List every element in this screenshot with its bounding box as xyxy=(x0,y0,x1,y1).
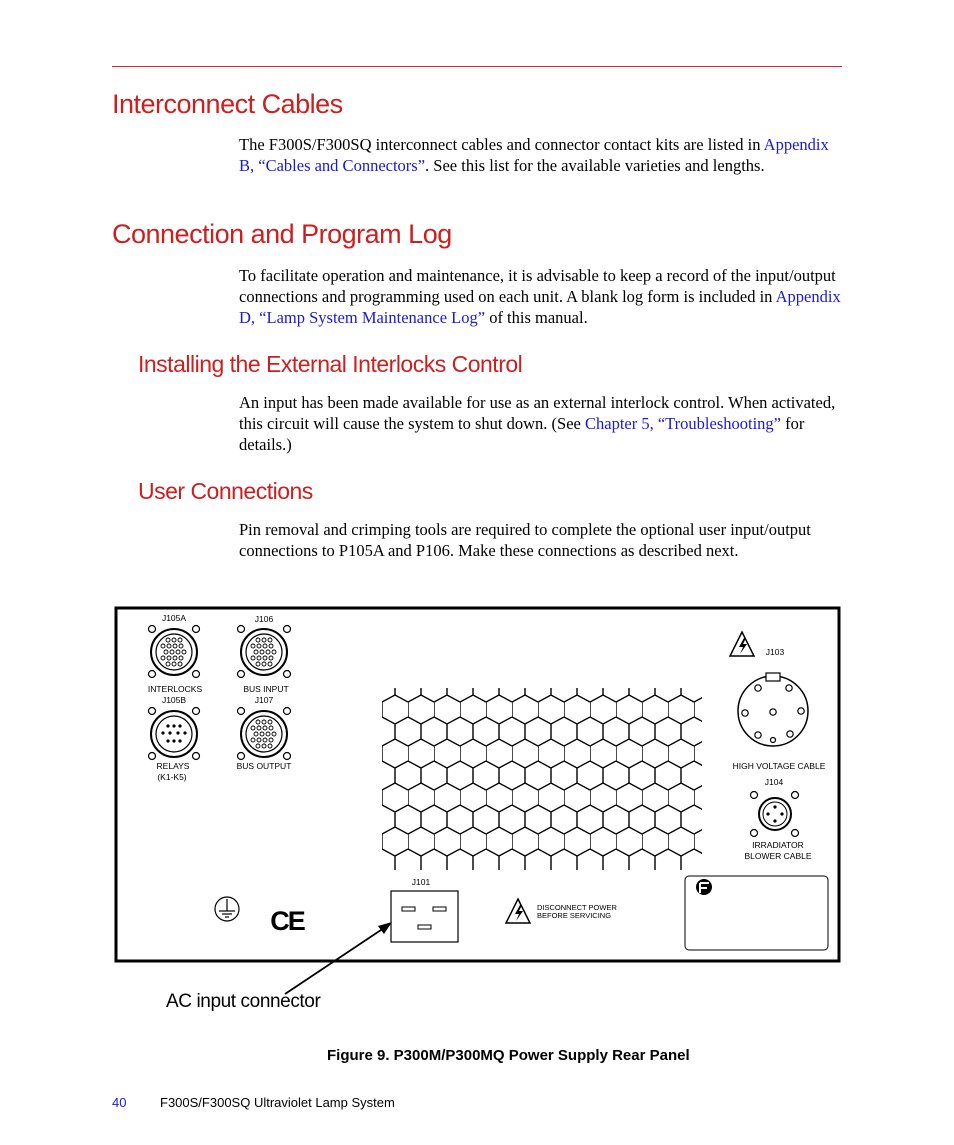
heading-external-interlocks: Installing the External Interlocks Control xyxy=(138,351,523,377)
label-interlocks: INTERLOCKS xyxy=(147,684,203,694)
label-j107: J107 xyxy=(254,695,274,705)
link-chapter-5[interactable]: Chapter 5, “Troubleshooting” xyxy=(584,414,781,433)
paragraph-text: The F300S/F300SQ interconnect cables and connector contact kits are listed in xyxy=(239,135,764,154)
paragraph-text: To facilitate operation and maintenance, it is advisable to keep a record of the input/output connections and programming used on each unit. A blank log form is included in xyxy=(239,266,836,306)
link-appendix-d[interactable]: Appendix D, “Lamp System Maintenance Log” xyxy=(239,287,841,327)
footer-title: F300S/F300SQ Ultraviolet Lamp System xyxy=(160,1095,395,1110)
vent-grille xyxy=(382,688,702,870)
callout-ac-input: AC input connector xyxy=(166,991,321,1012)
label-j105a: J105A xyxy=(161,613,187,623)
label-j106: J106 xyxy=(254,614,274,624)
label-j103: J103 xyxy=(765,647,785,657)
paragraph-user-connections: Pin removal and crimping tools are required to complete the optional user input/output connections to P105A and P106. Make these connections as described next. xyxy=(239,520,811,560)
label-disconnect-2: BEFORE SERVICING xyxy=(537,911,612,920)
label-j105b: J105B xyxy=(161,695,187,705)
link-appendix-b[interactable]: Appendix B, “Cables and Connectors” xyxy=(239,135,829,175)
label-disconnect-1: DISCONNECT POWER xyxy=(537,903,617,912)
page-number: 40 xyxy=(112,1095,127,1110)
label-j104: J104 xyxy=(764,777,784,787)
ce-mark: CE xyxy=(270,906,304,936)
paragraph-text: An input has been made available for use as an external interlock control. When activated, this circuit will cause the system to shut down. (See xyxy=(239,393,836,433)
paragraph-text: . See this list for the available varieties and lengths. xyxy=(425,156,765,175)
paragraph-text: of this manual. xyxy=(485,308,588,327)
connector-j101 xyxy=(391,891,458,942)
heading-user-connections: User Connections xyxy=(138,478,313,504)
label-bus-input: BUS INPUT xyxy=(243,684,289,694)
label-relays-sub: (K1-K5) xyxy=(157,772,187,782)
paragraph-text: for details.) xyxy=(239,414,805,454)
heading-interconnect-cables: Interconnect Cables xyxy=(112,89,343,119)
label-high-voltage: HIGH VOLTAGE CABLE xyxy=(732,761,826,771)
label-j101: J101 xyxy=(411,877,431,887)
figure-caption: Figure 9. P300M/P300MQ Power Supply Rear Panel xyxy=(327,1047,690,1064)
label-irradiator-2: BLOWER CABLE xyxy=(744,851,812,861)
label-bus-output: BUS OUTPUT xyxy=(236,761,292,771)
label-plate xyxy=(685,876,828,950)
label-relays: RELAYS xyxy=(156,761,190,771)
heading-connection-log: Connection and Program Log xyxy=(112,219,452,249)
label-irradiator-1: IRRADIATOR xyxy=(752,840,804,850)
